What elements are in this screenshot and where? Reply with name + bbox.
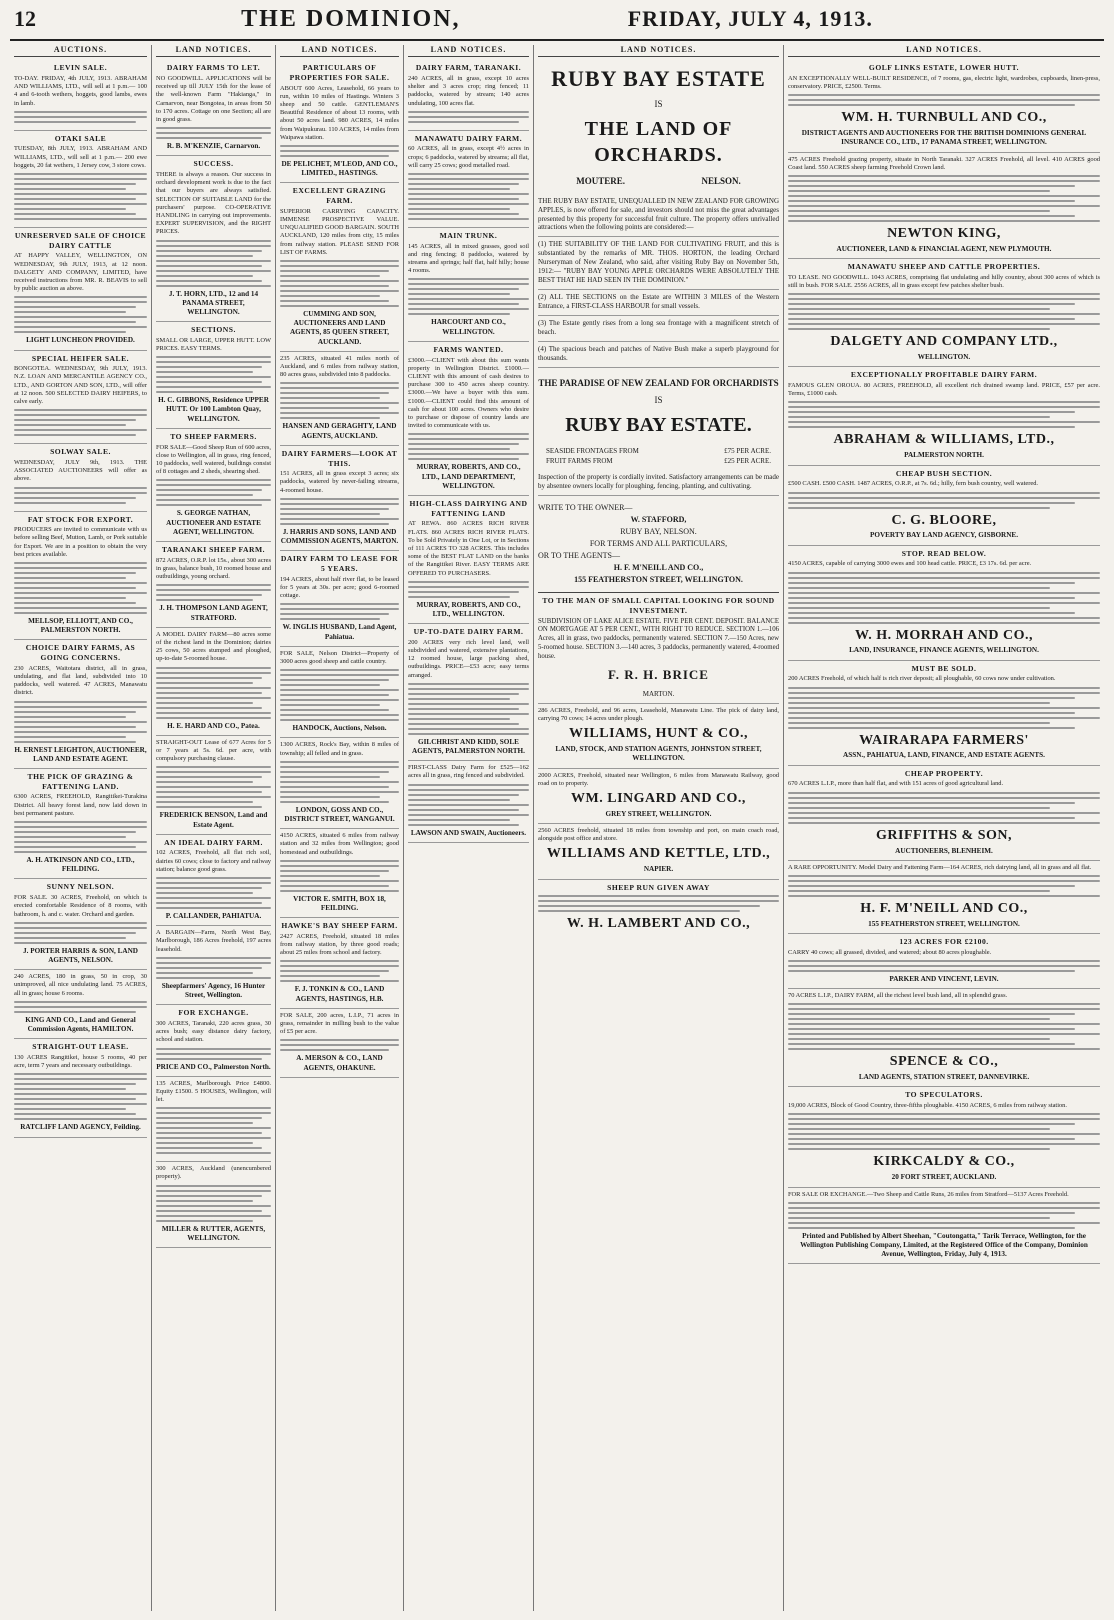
ad-signature: LAND AGENTS, STATION STREET, DANNEVIRKE. (858, 1073, 1030, 1082)
ad-body: 4150 ACRES, situated 6 miles from railway station and 32 miles from Wellington; good homestead and outbuildings. (280, 832, 399, 856)
ad-signature: RATCLIFF LAND AGENCY, Feilding. (20, 1123, 141, 1132)
ad-signature: Sheepfarmers' Agency, 16 Hunter Street, Wellington. (161, 981, 266, 1000)
classified-ad (14, 131, 147, 228)
advertiser-name: KIRKCALDY & CO., (873, 1154, 1015, 1170)
ad-heading: UP-TO-DATE DAIRY FARM. (413, 627, 524, 637)
advertiser-name: WAIRARAPA FARMERS' (859, 732, 1029, 748)
price-list (546, 447, 771, 467)
ad-signature: HANDOCK, Auctions, Nelson. (292, 724, 387, 733)
ad-signature: VICTOR E. SMITH, BOX 18, FEILDING. (293, 894, 386, 912)
ad-heading: THE PICK OF GRAZING & FATTENING LAND. (27, 772, 134, 791)
ad-heading: CHEAP PROPERTY. (904, 768, 984, 778)
ad-body: THERE is always a reason. Our success in orchard development work is due to the fact that our buyers are always satisfied. SELECTION OF SUITABLE LAND for the purchasers' purpose. CO-OPERATIVE HANDLING in carrying out improvements. EXPERT SUPERVISION, and the RIGHT PRICES. (156, 171, 271, 236)
ad-heading: DAIRY FARM TO LEASE FOR 5 YEARS. (280, 554, 399, 574)
ad-signature: A. H. ATKINSON AND CO., LTD., FEILDING. (26, 856, 135, 874)
ad-signature: LONDON, GOSS AND CO., DISTRICT STREET, WANGANUI. (284, 805, 395, 823)
classified-ad (156, 926, 271, 1005)
ad-body: 240 ACRES, all in grass, except 10 acres shelter and 3 acres crop; ring fenced; 11 paddocks, watered by stream; 140 acres undulating, 100 acres flat. (408, 74, 529, 107)
ad-body: A BARGAIN—Farm, North West Bay, Marlborough, 186 Acres freehold, 197 acres leasehold. (156, 929, 271, 953)
ad-signature: S. GEORGE NATHAN, AUCTIONEER AND ESTATE AGENT, WELLINGTON. (166, 509, 261, 536)
ad-heading: LEVIN SALE. (53, 63, 108, 73)
ad-signature: WELLINGTON. (917, 353, 971, 362)
classified-ad (156, 429, 271, 542)
ad-signature: PRICE AND CO., Palmerston North. (156, 1062, 271, 1071)
ad-heading: AN IDEAL DAIRY FARM. (164, 837, 263, 847)
classified-ad (156, 1162, 271, 1248)
ad-heading: SUNNY NELSON. (46, 882, 115, 892)
williams-hunt-ad: 286 ACRES, Freehold, and 96 acres, Leasehold, Manawatu Line. The pick of dairy land, carrying 70 cows; 14 acres under plough. WILLIAMS, HUNT & CO., LAND, STOCK, AND STATION AGENTS, JOHNSTON STREET, WELLINGTON. (538, 704, 779, 769)
columns (10, 45, 1104, 1611)
section-heading-land-notices: LAND NOTICES. (538, 45, 779, 57)
ad-body: FOR SALE—Good Sheep Run of 600 acres, close to Wellington, all in grass, ring fenced, 10 paddocks, well watered, buildings consist of 8 cottages and 2 sheds, shearing shed. (156, 443, 271, 476)
classified-ad (788, 766, 1100, 861)
ad-signature: FREDERICK BENSON, Land and Estate Agent. (159, 811, 268, 829)
classified-ad (788, 259, 1100, 367)
ad-signature: H. C. GIBBONS, Residence UPPER HUTT. Or 100 Lambton Quay, WELLINGTON. (158, 396, 269, 423)
section-heading-land-notices: LAND NOTICES. (156, 45, 271, 57)
classified-ad (788, 989, 1100, 1087)
price-row-seaside: SEASIDE FRONTAGES FROM £75 PER ACRE. (546, 446, 771, 455)
inspection-note: Inspection of the property is cordially invited. Satisfactory arrangements can be made by absentee owners locally for ploughing, fencing, planting, and cultivating. (538, 470, 779, 496)
section-heading-land-notices: LAND NOTICES. (408, 45, 529, 57)
ad-signature: AUCTIONEER, LAND & FINANCIAL AGENT, NEW PLYMOUTH. (836, 244, 1052, 253)
advertiser-name: C. G. BLOORE, (891, 512, 997, 528)
ad-heading: SECTIONS. (191, 325, 236, 335)
classified-ad (280, 183, 399, 351)
ad-body: 872 ACRES, O.R.P. lot 15s., about 300 acres in grass, balance bush, 10 roomed house and outbuildings, young orchard. (156, 556, 271, 581)
classified-ad (14, 60, 147, 130)
ad-signature: H. ERNEST LEIGHTON, AUCTIONEER, LAND AND ESTATE AGENT. (14, 745, 147, 763)
brice-place: MARTON. (642, 689, 675, 698)
ad-body: BONGOTEA. WEDNESDAY, 9th JULY, 1913. N.Z. LOAN AND MERCANTILE AGENCY CO., LTD., AND GORTON AND SON, LTD., will offer at 12 noon. 500 SELECTED DAIRY HEIFERS, to calve early. (14, 365, 147, 406)
advertiser-name: WM. H. TURNBULL AND CO., (841, 110, 1047, 126)
ad-body: £500 CASH. £500 CASH. 1487 ACRES, O.R.P., at 7s. 6d.; hilly, fern bush country, well watered. (788, 480, 1038, 488)
ruby-bay-estate-title: RUBY BAY ESTATE. (565, 413, 752, 436)
ad-heading: MUST BE SOLD. (911, 663, 977, 673)
classified-ad (156, 542, 271, 628)
classified-ad (14, 444, 147, 511)
ad-body: A RARE OPPORTUNITY. Model Dairy and Fattening Farm—164 ACRES, rich dairying land, all in grass and all flat. (788, 863, 1092, 871)
classified-ad (280, 738, 399, 829)
classified-ad (156, 1005, 271, 1077)
classified-ad (280, 829, 399, 918)
ad-body: SUPERIOR CARRYING CAPACITY. IMMENSE PROSPECTIVE VALUE. UNQUALIFIED GOOD BARGAIN. SOUTH AUCKLAND, 120 miles from city, 15 miles from railway station. PLEASE SEND FOR LIST OF FARMS. (280, 207, 399, 256)
column-land-notices-2 (276, 45, 404, 1611)
ad-body: AT REWA. 860 ACRES RICH RIVER FLATS. 860 ACRES RICH RIVER FLATS. To be Sold Privately in One Lot, or in Sections of 111 ACRES TO 328 ACRES. This includes some of the BEST FLAT LAND on the banks of the Rangitikei River. EASY TERMS ARE OFFERED TO PURCHASERS. (408, 520, 529, 577)
classified-ad (280, 1009, 399, 1078)
ad-heading: EXCEPTIONALLY PROFITABLE DAIRY FARM. (850, 370, 1038, 380)
ad-heading: HAWKE'S BAY SHEEP FARM. (281, 921, 398, 931)
ad-signature: 155 FEATHERSTON STREET, WELLINGTON. (868, 919, 1020, 928)
classified-ad (14, 512, 147, 641)
column-ruby-bay (534, 45, 784, 1611)
lambert-ad: SHEEP RUN GIVEN AWAY W. H. LAMBERT AND CO., (538, 880, 779, 938)
ad-body: 135 ACRES, Marlborough. Price £4800. Equity £1500. 5 HOUSES, Wellington, will let. (156, 1079, 271, 1104)
ad-body: 230 ACRES, Waitotara district, all in grass, undulating, and flat land, subdivided into 10 paddocks, well watered. 47 ACRES, Manawatu district. (14, 664, 147, 697)
ad-signature: 20 FORT STREET, AUCKLAND. (891, 1173, 997, 1182)
ad-body: NO GOODWILL. APPLICATIONS will be received up till JULY 15th for the lease of the well-known Farm "Hakianga," in Carnarvon, near Bongotea, in areas from 50 to 170 acres. Cottage on one Section; all are in good grass. (156, 74, 271, 123)
ad-signature: PARKER AND VINCENT, LEVIN. (889, 974, 999, 983)
ad-signature: HARCOURT AND CO., WELLINGTON. (431, 318, 506, 336)
ad-body: TO-DAY. FRIDAY, 4th JULY, 1913. ABRAHAM AND WILLIAMS, LTD., will sell at 1 p.m.— 100 4 and 6-tooth wethers, hoggets, good lambs, ewes in lamb. (14, 74, 147, 107)
ad-signature: GILCHRIST AND KIDD, SOLE AGENTS, PALMERSTON NORTH. (412, 737, 525, 756)
lake-alice-ad: TO THE MAN OF SMALL CAPITAL LOOKING FOR SOUND INVESTMENT. SUBDIVISION OF LAKE ALICE ESTATE. FIVE PER CENT. DEPOSIT. BALANCE ON MORTGAGE AT 5 PER CENT., WITH RIGHT TO REDUCE. SECTION 1.—106 Acres, all in grass, two paddocks, permanently watered. SECTION 7.—150 Acres, new 5-roomed house. SECTION 3.—140 acres, 3 paddocks, permanently watered, 4-roomed house. F. R. H. BRICE MARTON. (538, 592, 779, 703)
column-land-notices-1 (152, 45, 276, 1611)
ad-heading: FAT STOCK FOR EXPORT. (27, 514, 134, 524)
classified-ad (280, 918, 399, 1009)
ad-body: FIRST-CLASS Dairy Farm for £525—162 acres all in grass, ring fenced and subdivided. (408, 764, 529, 780)
ad-body: AT HAPPY VALLEY, WELLINGTON, ON WEDNESDAY, 9th JULY, 1913, at 12 noon. DALGETY AND COMPANY, LIMITED, have received instructions from MR. R. BEAVIS to sell by public auction as above. (14, 252, 147, 293)
ad-heading: CHEAP BUSH SECTION. (895, 468, 993, 478)
ad-signature: W. INGLIS HUSBAND, Land Agent, Pahiatua. (282, 623, 397, 641)
classified-ad (788, 60, 1100, 152)
location-nelson: NELSON. (701, 176, 741, 187)
classified-ad (408, 131, 529, 228)
ad-heading: HIGH-CLASS DAIRYING AND FATTENING LAND (409, 498, 528, 518)
column-land-notices-3 (404, 45, 534, 1611)
ad-signature: MURRAY, ROBERTS, AND CO., LTD., LAND DEPARTMENT, WELLINGTON. (416, 463, 521, 490)
ad-body: 300 ACRES, Auckland (unencumbered property). (156, 1165, 271, 1181)
ad-signature: F. J. TONKIN & CO., LAND AGENTS, HASTINGS, H.B. (294, 985, 385, 1003)
ad-signature: P. CALLANDER, PAHIATUA. (165, 912, 262, 921)
ad-heading: FARMS WANTED. (433, 344, 504, 354)
paradise-heading: THE PARADISE OF NEW ZEALAND FOR ORCHARDISTS (538, 377, 779, 388)
ad-body: 6300 ACRES, FREEHOLD, Rangitikei-Turakina District. All heavy forest land, now laid down in best permanent pasture. (14, 793, 147, 817)
page-number: 12 (14, 6, 36, 31)
classified-ad (408, 496, 529, 624)
ad-signature: POVERTY BAY LAND AGENCY, GISBORNE. (869, 531, 1019, 540)
classified-ad (788, 546, 1100, 661)
ad-body: WEDNESDAY, JULY 9th, 1913. THE ASSOCIATED AUCTIONEERS will offer as above. (14, 458, 147, 483)
classified-ad (156, 835, 271, 927)
ad-signature: AUCTIONEERS, BLENHEIM. (895, 846, 993, 855)
ad-signature: HANSEN AND GERAGHTY, LAND AGENTS, AUCKLAND. (282, 422, 397, 440)
land-of-orchards-title: THE LAND OF ORCHARDS. (584, 117, 733, 166)
ruby-bay-intro: THE RUBY BAY ESTATE, UNEQUALLED IN NEW ZEALAND FOR GROWING APPLES, is now offered for sale, and investors should not miss the great advantages presented by this property for successful fruit culture. The property offers unrivalled attractions when the following points are considered:— (538, 194, 779, 238)
advertiser-name: NEWTON KING, (887, 226, 1001, 242)
ad-signature: LAND, INSURANCE, FINANCE AGENTS, WELLINGTON. (849, 646, 1039, 655)
classified-ad (280, 60, 399, 183)
ad-body: 130 ACRES Rangitikei, house 5 rooms, 40 per acre, term 7 years and necessary outbuildings. (14, 1053, 147, 1070)
ad-signature: J. HARRIS AND SONS, LAND AND COMMISSION AGENTS, MARTON. (280, 527, 399, 546)
classified-ad (788, 367, 1100, 465)
ad-signature: J. PORTER HARRIS & SON, LAND AGENTS, NELSON. (23, 946, 138, 964)
ad-body: 60 ACRES, all in grass, except 4½ acres in crops; 6 paddocks, watered by streams; all flat, will carry 25 cows; good metalled road. (408, 145, 529, 169)
ad-body: PRODUCERS are invited to communicate with us before selling Beef, Mutton, Lamb, or Pork suitable for Export. We are in a position to obtain the very best prices available. (14, 526, 147, 558)
ad-heading: DAIRY FARMERS—LOOK AT THIS. (281, 448, 398, 468)
ad-signature: J. H. THOMPSON LAND AGENT, STRATFORD. (159, 604, 268, 622)
ad-heading: DAIRY FARM, TARANAKI. (415, 63, 522, 73)
ad-body: TO LEASE. NO GOODWILL. 1043 ACRES, comprising flat undulating and hilly country, about 300 acres of which is still in bush. FOR SALE. 2556 ACRES, all in grass except few patches shelter bush. (788, 273, 1100, 290)
ad-body: TUESDAY, 8th JULY, 1913. ABRAHAM AND WILLIAMS, LTD., will sell at 1 p.m.— 200 ewe hoggets, 20 fat wethers, 1 Jersey cow, 3 store cows. (14, 145, 147, 169)
classified-ad (156, 60, 271, 156)
ad-body: A MODEL DAIRY FARM—80 acres some of the richest land in the Dominion; dairies 25 cows, 50 acres stumped and ploughed, up-to-date 5-roomed house. (156, 630, 271, 663)
column-land-notices-4 (784, 45, 1104, 1611)
ad-signature: DISTRICT AGENTS AND AUCTIONEERS FOR THE BRITISH DOMINIONS GENERAL INSURANCE CO., LTD., 17 PANAMA STREET, WELLINGTON. (801, 129, 1087, 147)
ad-heading: UNRESERVED SALE OF CHOICE DAIRY CATTLE (14, 230, 147, 250)
ad-heading: TO SPECULATORS. (905, 1090, 983, 1100)
ad-heading: FOR EXCHANGE. (178, 1008, 249, 1018)
ad-heading: TARANAKI SHEEP FARM. (161, 545, 266, 555)
ad-heading: MAIN TRUNK. (439, 230, 498, 240)
classified-ad (14, 351, 147, 445)
ad-body: 235 ACRES, situated 41 miles north of Auckland, and 6 miles from railway station, 80 acres grass, subdivided into 8 paddocks. (280, 354, 399, 379)
ad-body: 1300 ACRES, Rock's Bay, within 8 miles of township; all felled and in grass. (280, 741, 399, 757)
ad-body: 145 ACRES, all in mixed grasses, good soil and ring fencing; 8 paddocks, watered by streams and springs; half flat, half hilly; house 4 rooms. (408, 242, 529, 275)
ad-heading: DAIRY FARMS TO LET. (166, 63, 261, 73)
ad-body: FAMOUS GLEN OROUA. 80 ACRES, FREEHOLD, all excellent rich drained swamp land. PRICE, £57 per acre. Terms, £1000 cash. (788, 382, 1100, 398)
price-row-fruit: FRUIT FARMS FROM £25 PER ACRE. (546, 457, 771, 466)
issue-date: FRIDAY, JULY 4, 1913. (627, 6, 873, 31)
ad-signature: A. MERSON & CO., LAND AGENTS, OHAKUNE. (296, 1054, 383, 1072)
classified-ad (408, 342, 529, 496)
ad-body: 670 ACRES L.I.P., more than half flat, and with 151 acres of good agricultural land. (788, 780, 1004, 788)
classified-ad (788, 1087, 1100, 1187)
classified-ad (788, 661, 1100, 766)
ad-body: STRAIGHT-OUT Lease of 677 Acres for 5 or 7 years at 5s. 6d. per acre, with compulsory purchasing clause. (156, 738, 271, 763)
ad-body: FOR SALE, Nelson District—Property of 3000 acres good sheep and cattle country. (280, 649, 399, 665)
classified-ad (408, 228, 529, 342)
ad-heading: MANAWATU DAIRY FARM. (414, 133, 523, 143)
advertiser-name: GRIFFITHS & SON, (876, 827, 1012, 843)
location-line (538, 176, 779, 188)
advertiser-name: SPENCE & CO., (889, 1054, 999, 1070)
classified-ad (280, 551, 399, 646)
classified-ad (788, 934, 1100, 989)
ad-signature: R. B. M'KENZIE, Carnarvon. (166, 142, 261, 151)
ad-body: 475 ACRES Freehold grazing property, situate in North Taranaki. 327 ACRES Freehold, all level. 410 ACRES good Coast land. 550 ACRES sheep farming Freehold Crown land. (788, 155, 1100, 171)
ad-signature: Printed and Published by Albert Sheehan, "Coutongatta," Tarik Terrace, Wellington, for the Wellington Publishing Company, Limited, at the Registered Office of the Company, Dominion Avenue, Wellington, Friday, July 4, 1913. (800, 1231, 1088, 1259)
ad-signature: MILLER & RUTTER, AGENTS, WELLINGTON. (161, 1224, 266, 1242)
ad-body: 19,000 ACRES, Block of Good Country, three-fifths ploughable. 4150 ACRES, 6 miles from railway station. (788, 1102, 1067, 1110)
classified-ad (280, 352, 399, 446)
ad-heading: GOLF LINKS ESTATE, LOWER HUTT. (868, 63, 1020, 73)
ad-heading: 123 ACRES FOR £2100. (899, 937, 989, 947)
ad-heading: TO SHEEP FARMERS. (170, 431, 257, 441)
lingard-ad: 2000 ACRES, Freehold, situated near Wellington, 6 miles from Manawatu Railway, good road on to property. WM. LINGARD AND CO., GREY STREET, WELLINGTON. (538, 769, 779, 825)
column-auctions (10, 45, 152, 1611)
ad-signature: MURRAY, ROBERTS, AND CO., LTD., WELLINGTON. (416, 600, 521, 618)
ad-body: 102 ACRES, Freehold, all flat rich soil, dairies 60 cows; close to factory and railway station; balance good grass. (156, 849, 271, 873)
advertiser-name: H. F. M'NEILL AND CO., (860, 900, 1028, 916)
ad-heading: STRAIGHT-OUT LEASE. (32, 1042, 129, 1052)
ad-signature: ASSN., PAHIATUA, LAND, FINANCE, AND ESTATE AGENTS. (843, 751, 1045, 760)
ruby-bay-point-4: (4) The spacious beach and patches of Native Bush make a superb playground for thousands. (538, 342, 779, 368)
advertiser-name: ABRAHAM & WILLIAMS, LTD., (833, 432, 1055, 448)
ad-signature: DE PELICHET, M'LEOD, AND CO., LIMITED., HASTINGS. (281, 159, 398, 178)
ad-body: AN EXCEPTIONALLY WELL-BUILT RESIDENCE, of 7 rooms, gas, electric light, wardrobes, cupboards, linen-press, conservatory. PRICE, £2500. Terms. (788, 74, 1100, 91)
ad-body: FOR SALE. 30 ACRES, Freehold, on which is erected comfortable Residence of 8 rooms, with bathroom, h. and c. water. Orchard and garden. (14, 894, 147, 918)
ad-signature: KING AND CO., Land and General Commission Agents, HAMILTON. (25, 1015, 136, 1033)
ad-signature: PALMERSTON NORTH. (904, 451, 984, 460)
ad-body: ABOUT 600 Acres, Leasehold, 66 years to run, within 10 miles of Hastings. Winters 3 sheep and 50 cattle. GENTLEMAN'S Beautiful Residence of about 13 rooms, with about 50 acres land. 980 ACRES, 14 miles from Waipukurau. 110 ACRES, 14 miles from Waipawa station. (280, 84, 399, 141)
ad-body: CARRY 40 cows; all grassed, divided, and watered; about 80 acres ploughable. (788, 948, 992, 956)
classified-ad (408, 60, 529, 130)
williams-kettle-ad: 2560 ACRES freehold, situated 18 miles from township and port, on main coach road, alongside post office and store. WILLIAMS AND KETTLE, LTD., NAPIER. (538, 824, 779, 880)
ad-signature: MELLSOP, ELLIOTT, AND CO., PALMERSTON NORTH. (28, 616, 133, 635)
is-word: IS (654, 99, 663, 110)
section-heading-auctions: AUCTIONS. (14, 45, 147, 57)
ad-heading: SUCCESS. (193, 159, 234, 169)
ad-heading: PARTICULARS OF PROPERTIES FOR SALE. (289, 63, 390, 82)
classified-ad (788, 1188, 1100, 1265)
classified-ad (408, 624, 529, 761)
ad-body: 151 ACRES, all in grass except 3 acres; six paddocks, watered by never-failing streams, 4-roomed house. (280, 470, 399, 494)
newspaper-title: THE DOMINION, (241, 6, 461, 32)
masthead (10, 6, 1104, 41)
classified-ad (788, 466, 1100, 546)
classified-ad (14, 640, 147, 769)
ad-signature: H. E. HARD AND CO., Patea. (167, 721, 260, 730)
ad-heading: SOLWAY SALE. (50, 447, 111, 457)
ad-heading: CHOICE DAIRY FARMS, AS GOING CONCERNS. (25, 643, 136, 663)
section-heading-land-notices: LAND NOTICES. (280, 45, 399, 57)
classified-ad (408, 761, 529, 843)
ad-heading: EXCELLENT GRAZING FARM. (292, 186, 387, 206)
classified-ad (14, 970, 147, 1039)
ruby-bay-point-1: (1) THE SUITABILITY OF THE LAND FOR CULTIVATING FRUIT, and this is substantiated by the remarks of MR. THOS. HORTON, the leading Orchard Nurseryman of New Zealand, who said, after visiting Ruby Bay on November 5th, 1912:— "RUBY BAY YOUNG APPLE ORCHARDS WERE ABSOLUTELY THE BEST THAT HE HAD SEEN IN THE DOMINION." (538, 237, 779, 290)
ad-body: 70 ACRES L.I.P., DAIRY FARM, all the richest level bush land, all in splendid grass. (788, 992, 1008, 1000)
ad-body: 240 ACRES, 180 in grass, 50 in crop, 30 unimproved, all nice undulating land. 75 ACRES, all in grass; house 6 rooms. (14, 973, 147, 997)
classified-ad (156, 156, 271, 322)
ad-body: FOR SALE, 200 acres, L.I.P., 71 acres in grass, remainder in milling bush to the value of £5 per acre. (280, 1011, 399, 1036)
ad-body: £3000.—CLIENT with about this sum wants property in Wellington District. £1000.—CLIENT with this amount of cash desires to purchase 300 to 450 acres sheep country. £3000.—We have a buyer with this sum. £1000.—CLIENT could find this amount of cash for about 100 acres. Owners who desire to purchase or dispose of country lands are invited to communicate with us. (408, 356, 529, 430)
ad-signature: J. T. HORN, LTD., 12 and 14 PANAMA STREET, WELLINGTON. (168, 289, 259, 316)
location-moutere: MOUTERE. (576, 176, 625, 187)
classified-ad (280, 446, 399, 551)
ad-signature: LIGHT LUNCHEON PROVIDED. (26, 336, 135, 345)
classified-ad (788, 153, 1100, 260)
ad-signature: LAWSON AND SWAIN, Auctioneers. (410, 828, 527, 837)
ad-signature: CUMMING AND SON, AUCTIONEERS AND LAND AGENTS, 85 QUEEN STREET, AUCKLAND. (289, 309, 390, 346)
classified-ad (14, 228, 147, 351)
advertiser-name: DALGETY AND COMPANY LTD., (830, 334, 1058, 350)
ad-heading: OTAKI SALE (54, 133, 107, 143)
ruby-bay-title: RUBY BAY ESTATE (551, 66, 766, 92)
classified-ad (14, 879, 147, 970)
ad-body: 4150 ACRES, capable of carrying 3000 ewes and 100 head cattle. PRICE, £3 17s. 6d. per acre. (788, 560, 1032, 568)
ruby-bay-point-2: (2) ALL THE SECTIONS on the Estate are WITHIN 3 MILES of the Western Entrance, a FIRST-CLASS HARBOUR for small vessels. (538, 290, 779, 316)
ad-body: 200 ACRES very rich level land, well subdivided and watered, extensive plantations, 12 roomed house, large packing shed, outbuildings. PRICE—£53 acre; easy terms arranged. (408, 638, 529, 679)
classified-ad (280, 647, 399, 739)
ad-body: 300 ACRES, Taranaki, 220 acres grass, 30 acres bush; easy distance dairy factory, school and station. (156, 1019, 271, 1044)
classified-ad (14, 769, 147, 879)
ad-body: 2427 ACRES, Freehold, situated 18 miles from railway station, by three good roads; about 25 miles from school and factory. (280, 932, 399, 957)
ad-body: FOR SALE OR EXCHANGE.—Two Sheep and Cattle Runs, 26 miles from Stratford—5137 Acres Freehold. (788, 1190, 1069, 1198)
ad-body: SMALL OR LARGE, UPPER HUTT. LOW PRICES. EASY TERMS. (156, 336, 271, 353)
classified-ad (156, 628, 271, 736)
classified-ad (156, 322, 271, 429)
classified-ad (156, 736, 271, 835)
ruby-bay-point-3: (3) The Estate gently rises from a long sea frontage with a magnificent stretch of beach. (538, 316, 779, 342)
ad-heading: MANAWATU SHEEP AND CATTLE PROPERTIES. (847, 262, 1041, 272)
is-word: IS (654, 395, 663, 406)
ad-body: 200 ACRES Freehold, of which half is rich river deposit; all ploughable, 60 cows now under cultivation. (788, 675, 1056, 683)
section-heading-land-notices: LAND NOTICES. (788, 45, 1100, 57)
owner-contact: WRITE TO THE OWNER— W. STAFFORD, RUBY BAY, NELSON. FOR TERMS AND ALL PARTICULARS, OR TO THE AGENTS— H. F. M'NEILL AND CO., 155 FEATHERSTON STREET, WELLINGTON. (538, 503, 743, 585)
classified-ad (14, 1039, 147, 1137)
ad-heading: STOP. READ BELOW. (901, 548, 987, 558)
classified-ad (156, 1077, 271, 1163)
classified-ad (788, 861, 1100, 934)
ad-heading: SPECIAL HEIFER SALE. (31, 353, 130, 363)
ad-body: 194 ACRES, about half river flat, to be leased for 5 years at 30s. per acre; good 6-roomed cottage. (280, 575, 399, 600)
brice-name: F. R. H. BRICE (608, 667, 709, 683)
advertiser-name: W. H. MORRAH AND CO., (855, 627, 1033, 643)
